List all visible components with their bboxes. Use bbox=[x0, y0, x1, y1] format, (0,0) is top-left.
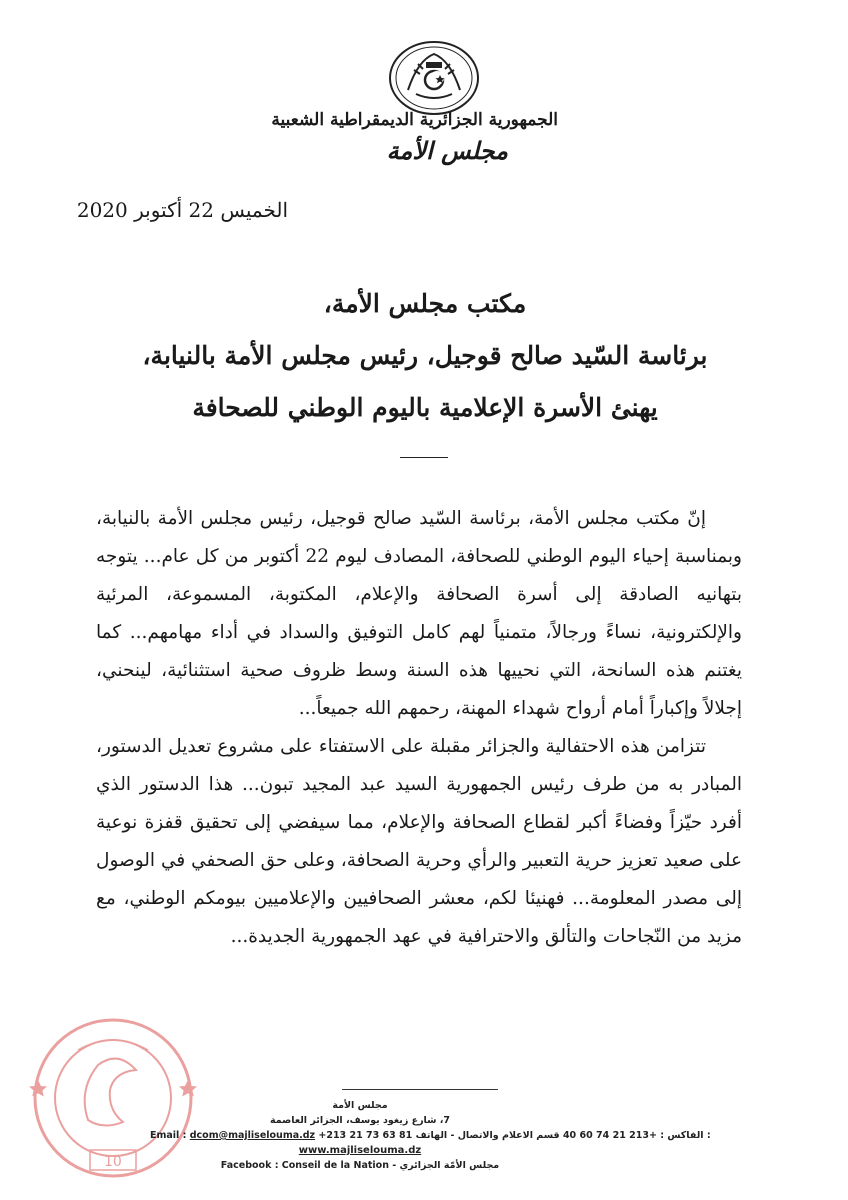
facebook-label: Facebook : Conseil de la Nation - bbox=[220, 1160, 397, 1171]
phone-number: +213 21 74 60 40 bbox=[562, 1130, 657, 1141]
title-line-2: برئاسة السّيد صالح قوجيل، رئيس مجلس الأمة بالنيابة، bbox=[142, 341, 708, 370]
footer-facebook bbox=[150, 1158, 570, 1173]
document-date: الخميس 22 أكتوبر 2020 bbox=[76, 198, 288, 222]
paragraph-2: تتزامن هذه الاحتفالية والجزائر مقبلة على الاستفتاء على مشروع تعديل الدستور، المبادر به من طرف رئيس الجمهورية السيد عبد المجيد تبون... هذا الدستور الذي أفرد حيّزاً وفضاءً أكبر لقطاع الصحافة والإعلام، مما سيفضي إلى تحقيق قفزة نوعية على صعيد تعزيز حرية التعبير والرأي وحرية الصحافة، وعلى حق الصحفي في الوصول إلى مصدر المعلومة... فهنيئا لكم، معشر الصحافيين والإعلاميين بيومكم الوطني، مع مزيد من النّجاحات والتألق والاحترافية في عهد الجمهورية الجديدة... bbox=[96, 736, 742, 947]
footer-org: مجلس الأمة bbox=[332, 1100, 388, 1111]
statement-body bbox=[96, 500, 742, 956]
title-line-1: مكتب مجلس الأمة، bbox=[323, 289, 527, 318]
council-name: مجلس الأمة bbox=[386, 136, 508, 165]
republic-name: الجمهورية الجزائرية الديمقراطية الشعبية bbox=[271, 110, 558, 130]
fax-label: الفاكس : bbox=[660, 1130, 704, 1141]
facebook-arabic-name: مجلس الأمّة الجزائري bbox=[399, 1160, 500, 1171]
fax-number: +213 21 73 63 81 bbox=[318, 1130, 413, 1141]
paragraph-1: إنّ مكتب مجلس الأمة، برئاسة السّيد صالح قوجيل، رئيس مجلس الأمة بالنيابة، وبمناسبة إحياء اليوم الوطني للصحافة، المصادف ليوم 22 أكتوبر من كل عام... يتوجه بتهانيه الصادقة إلى أسرة الصحافة والإعلام، المكتوبة، المسموعة، المرئية والإلكترونية، نساءً ورجالاً، متمنياً لهم كامل التوفيق والسداد في أداء مهامهم... كما يغتنم هذه السانحة، التي نحييها هذه السنة وسط ظروف صحية استثنائية، لينحني، إجلالاً وإكباراً أمام أرواح شهداء المهنة، رحمهم الله جميعاً... bbox=[96, 508, 742, 719]
footer-address: 7، شارع زيغود يوسف، الجزائر العاصمة bbox=[269, 1115, 451, 1126]
website-link[interactable]: www.majliselouma.dz bbox=[298, 1145, 422, 1156]
national-emblem-icon bbox=[388, 40, 480, 116]
footer-contact bbox=[150, 1128, 711, 1143]
statement-title bbox=[100, 278, 750, 434]
footer-divider bbox=[342, 1089, 498, 1090]
footer bbox=[150, 1098, 711, 1173]
title-divider bbox=[400, 457, 448, 458]
email-link[interactable]: dcom@majliselouma.dz bbox=[189, 1130, 316, 1141]
department-label: قسم الاعلام والاتصال - الهاتف : bbox=[415, 1130, 711, 1141]
title-line-3: يهنئ الأسرة الإعلامية باليوم الوطني للصحافة bbox=[192, 393, 658, 422]
stamp-number: 10 bbox=[104, 1154, 122, 1170]
email-label: Email : bbox=[150, 1130, 187, 1141]
